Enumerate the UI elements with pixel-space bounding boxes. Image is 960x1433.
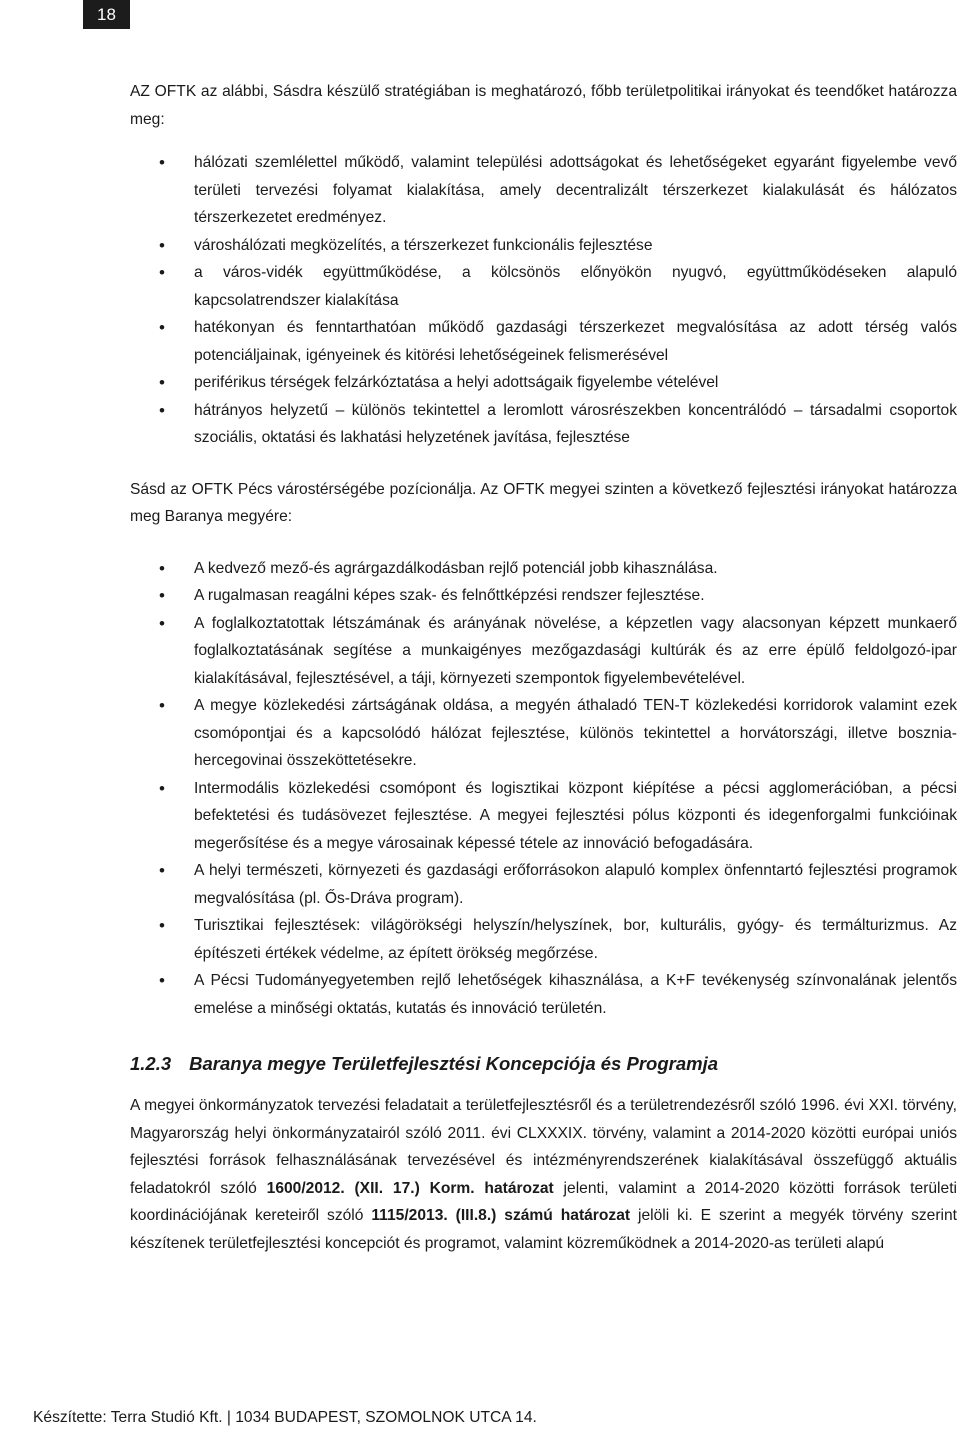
list-item: • A rugalmasan reagálni képes szak- és felnőttképzési rendszer fejlesztése.: [130, 582, 957, 610]
section-number: 1.2.3: [130, 1053, 172, 1074]
final-text-2: jelenti, valamint a 2014-2020 közötti források területi koordinációjának kereteiről szóló: [130, 1179, 957, 1224]
list-item: • hatékonyan és fenntarthatóan működő gazdasági térszerkezet megvalósítása az adott térség valós potenciáljainak, igényeinek és kitörési lehetőségeinek felismerésével: [130, 314, 957, 369]
intro-paragraph: AZ OFTK az alábbi, Sásdra készülő stratégiában is meghatározó, főbb területpolitikai irányokat és teendőket határozza meg:: [130, 83, 957, 128]
final-bold-1: 1600/2012. (XII. 17.) Korm. határozat: [266, 1179, 554, 1197]
final-text-1: A megyei önkormányzatok tervezési feladatait a területfejlesztésről és a területrendezésről szóló 1996. évi XXI. törvény, Magyarország helyi önkormányzatairól szóló 2011. évi CLXXXIX. törvény, valamint a 2014-2020 közötti európai uniós fejlesztési források felhasználásának tervezésével és intézményrendszerének kialakításával összefüggő aktuális feladatokról szóló: [130, 1097, 957, 1197]
list-item: • városhálózati megközelítés, a térszerkezet funkcionális fejlesztése: [130, 232, 957, 260]
list-item: • A kedvező mező-és agrárgazdálkodásban rejlő potenciál jobb kihasználása.: [130, 555, 957, 583]
section-title: Baranya megye Területfejlesztési Koncepciója és Programja: [189, 1053, 718, 1074]
baranya-intro-paragraph: Sásd az OFTK Pécs várostérségébe pozícionálja. Az OFTK megyei szinten a következő fejlesztési irányokat határozza meg Baranya megyére:: [130, 480, 957, 525]
list-item: • Intermodális közlekedési csomópont és logisztikai központ kiépítése a pécsi agglomerációban, a pécsi befektetési és tudásövezet fejlesztése. A megyei fejlesztési pólus központi és idegenforgalmi funkcióinak megerősítése és a megye városainak képessé tétele az innováció befogadására.: [130, 775, 957, 858]
list-item: • A Pécsi Tudományegyetemben rejlő lehetőségek kihasználása, a K+F tevékenység színvonalának jelentős emelése a minőségi oktatás, kutatás és innováció területén.: [130, 967, 957, 1022]
page-number: 18: [83, 0, 130, 29]
list-item: • A helyi természeti, környezeti és gazdasági erőforrásokon alapuló komplex önfenntartó fejlesztési programok megvalósítása (pl. Ős-Dráva program).: [130, 857, 957, 912]
list-item: • hátrányos helyzetű – különös tekintettel a leromlott városrészekben koncentrálódó – társadalmi csoportok szociális, oktatási és lakhatási helyzetének javítása, fejlesztése: [130, 397, 957, 452]
list-item: • a város-vidék együttműködése, a kölcsönös előnyökön nyugvó, együttműködéseken alapuló kapcsolatrendszer kialakítása: [130, 259, 957, 314]
list-item: • hálózati szemlélettel működő, valamint települési adottságokat és lehetőségeket egyaránt figyelembe vevő területi tervezési folyamat kialakítása, amely decentralizált térszerkezet kialakulását és hálózatos térszerkezetet eredményez.: [130, 149, 957, 232]
list-item: • periférikus térségek felzárkóztatása a helyi adottságaik figyelembe vételével: [130, 369, 957, 397]
final-text-3: jelöli ki. E szerint a megyék törvény szerint készítenek területfejlesztési koncepciót és programot, valamint közreműködnek a 2014-2020-as területi alapú: [130, 1207, 957, 1252]
document-body: [130, 78, 957, 1257]
final-paragraph: [130, 1092, 957, 1257]
baranya-list: [130, 555, 957, 1023]
oftk-list: [130, 149, 957, 452]
final-bold-2: 1115/2013. (III.8.) számú határozat: [371, 1207, 631, 1224]
section-heading: [130, 1050, 957, 1078]
page-footer: Készítette: Terra Studió Kft. | 1034 BUDAPEST, SZOMOLNOK UTCA 14.: [33, 1409, 537, 1426]
list-item: • A foglalkoztatottak létszámának és arányának növelése, a képzetlen vagy alacsonyan képzett munkaerő foglalkoztatásának segítése a munkaigényes mezőgazdasági kultúrák és az erre épülő feldolgozó-ipar kialakításával, fejlesztésével, a táji, környezeti szempontok figyelembevételével.: [130, 610, 957, 693]
list-item: • A megye közlekedési zártságának oldása, a megyén áthaladó TEN-T közlekedési korridorok valamint ezek csomópontjai és a kapcsolódó hálózat fejlesztése, különös tekintettel a horvátországi, illetve bosznia-hercegovinai összeköttetésekre.: [130, 692, 957, 775]
list-item: • Turisztikai fejlesztések: világörökségi helyszín/helyszínek, bor, kulturális, gyógy- és termálturizmus. Az építészeti értékek védelme, az épített örökség megőrzése.: [130, 912, 957, 967]
